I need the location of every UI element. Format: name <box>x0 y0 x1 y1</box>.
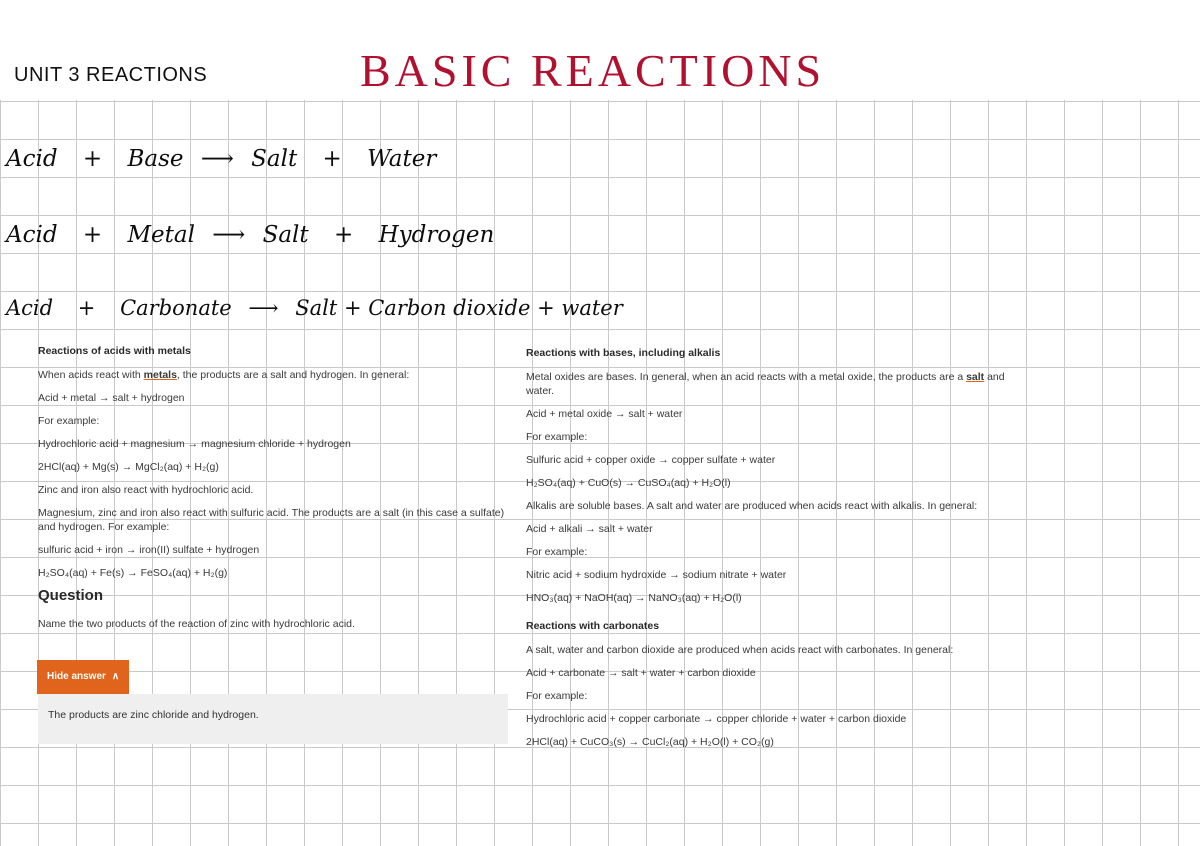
handwritten-equation-2 <box>6 222 494 248</box>
hide-answer-button[interactable] <box>37 660 129 694</box>
text: , the products are a salt and hydrogen. In general: <box>176 369 410 381</box>
section-heading: Reactions with carbonates <box>526 620 660 632</box>
question-text: Name the two products of the reaction of zinc with hydrochloric acid. <box>38 618 355 630</box>
symbol-equation: 2HCl(aq) + CuCO₃(s) → CuCl₂(aq) + H₂O(l) + CO₂(g) <box>526 736 774 748</box>
general-equation: Acid + alkali → salt + water <box>526 523 653 535</box>
equation-product: Water <box>367 146 437 172</box>
question-heading: Question <box>38 587 104 604</box>
equation-product: Salt <box>251 146 298 172</box>
plus-sign: + <box>82 222 103 248</box>
section-heading: Reactions of acids with metals <box>38 345 191 357</box>
symbol-equation: 2HCl(aq) + Mg(s) → MgCl₂(aq) + H₂(g) <box>38 461 219 473</box>
answer-box: The products are zinc chloride and hydrogen. <box>38 694 508 744</box>
arrow-icon: ⟶ <box>212 222 246 248</box>
word-equation: Hydrochloric acid + magnesium → magnesium chloride + hydrogen <box>38 438 351 450</box>
general-equation: Acid + metal → salt + hydrogen <box>38 392 185 404</box>
chevron-up-icon: ∧ <box>111 671 120 682</box>
symbol-equation: H₂SO₄(aq) + CuO(s) → CuSO₄(aq) + H₂O(l) <box>526 477 731 489</box>
word-equation: Hydrochloric acid + copper carbonate → copper chloride + water + carbon dioxide <box>526 713 907 725</box>
equation-reactant: Metal <box>127 222 195 248</box>
button-label: Hide answer <box>47 671 106 682</box>
bases-carbonates-section <box>526 346 1006 758</box>
plus-sign: + <box>537 296 555 320</box>
paragraph: Zinc and iron also react with hydrochloric acid. <box>38 484 254 496</box>
paragraph: Alkalis are soluble bases. A salt and water are produced when acids react with alkalis. In general: <box>526 500 978 512</box>
salt-link[interactable]: salt <box>966 371 985 383</box>
for-example: For example: <box>38 415 100 427</box>
equation-reactant: Carbonate <box>120 296 232 320</box>
handwritten-equation-3 <box>6 296 623 320</box>
intro-paragraph <box>38 368 508 382</box>
equation-product: Salt <box>262 222 309 248</box>
equation-product: water <box>561 296 623 320</box>
paragraph: Magnesium, zinc and iron also react with sulfuric acid. The products are a salt (in this case a sulfate) and hydrogen. For example: <box>38 507 505 533</box>
word-equation: Nitric acid + sodium hydroxide → sodium nitrate + water <box>526 569 787 581</box>
arrow-icon: ⟶ <box>200 146 234 172</box>
handwritten-equation-1 <box>6 146 436 172</box>
general-equation: Acid + carbonate → salt + water + carbon dioxide <box>526 667 756 679</box>
plus-sign: + <box>333 222 354 248</box>
equation-reactant: Acid <box>6 222 58 248</box>
equation-reactant: Base <box>127 146 184 172</box>
symbol-equation: H₂SO₄(aq) + Fe(s) → FeSO₄(aq) + H₂(g) <box>38 567 228 579</box>
symbol-equation: HNO₃(aq) + NaOH(aq) → NaNO₃(aq) + H₂O(l) <box>526 592 742 604</box>
equation-product: Hydrogen <box>378 222 495 248</box>
word-equation: Sulfuric acid + copper oxide → copper sulfate + water <box>526 454 776 466</box>
equation-product: Salt <box>295 296 338 320</box>
equation-reactant: Acid <box>6 146 58 172</box>
paragraph: A salt, water and carbon dioxide are produced when acids react with carbonates. In general: <box>526 644 954 656</box>
section-heading: Reactions with bases, including alkalis <box>526 347 721 359</box>
page-title: BASIC REACTIONS <box>360 45 826 96</box>
acids-metals-section <box>38 344 508 744</box>
equation-reactant: Acid <box>6 296 54 320</box>
plus-sign: + <box>322 146 342 172</box>
for-example: For example: <box>526 546 588 558</box>
plus-sign: + <box>343 296 362 320</box>
plus-sign: + <box>82 146 103 172</box>
paragraph <box>526 370 1006 398</box>
equation-product: Carbon dioxide <box>368 296 531 320</box>
unit-label: UNIT 3 REACTIONS <box>14 64 208 86</box>
text: and water. <box>526 371 1005 397</box>
word-equation: sulfuric acid + iron → iron(II) sulfate + hydrogen <box>38 544 260 556</box>
plus-sign: + <box>77 296 96 320</box>
for-example: For example: <box>526 431 588 443</box>
for-example: For example: <box>526 690 588 702</box>
text: When acids react with <box>38 369 144 381</box>
arrow-icon: ⟶ <box>248 296 279 320</box>
metals-link[interactable]: metals <box>143 369 177 381</box>
text: Metal oxides are bases. In general, when an acid reacts with a metal oxide, the products are a <box>526 371 967 383</box>
general-equation: Acid + metal oxide → salt + water <box>526 408 683 420</box>
